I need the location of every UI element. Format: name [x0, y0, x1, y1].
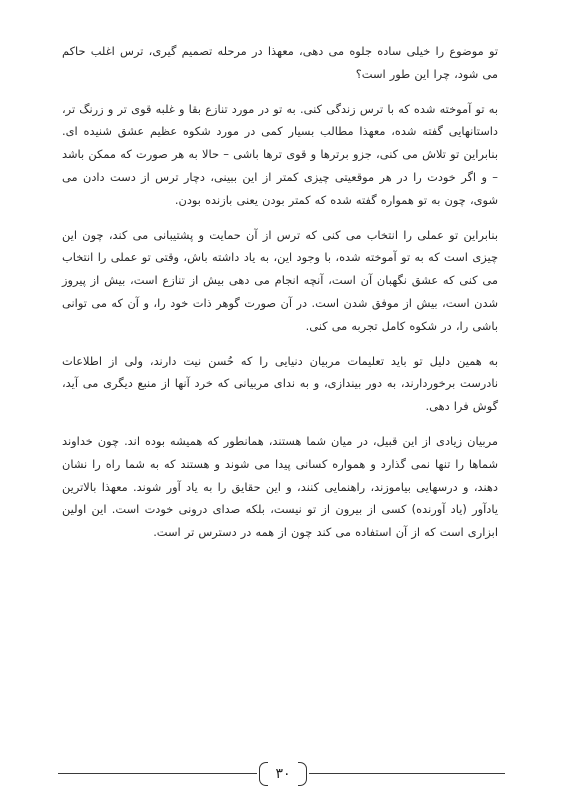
- bracket-left-icon: [259, 762, 268, 786]
- page-footer: [58, 760, 505, 788]
- page-number: ۳۰: [275, 766, 291, 782]
- bracket-right-icon: [298, 762, 307, 786]
- paragraph: تو موضوع را خیلی ساده جلوه می دهی، معهذا در مرحله تصمیم گیری، ترس اغلب حاکم می شود، چرا این طور است؟: [62, 44, 498, 81]
- paragraph: مربیان زیادی از این قبیل، در میان شما هستند، همانطور که همیشه بوده اند. چون خداوند شماها را تنها نمی گذارد و همواره کسانی پیدا می شوند و هستند که به شما راه را نشان دهند، و درسهایی بیاموزند، راهنمایی کنند، و این حقایق را به یاد آور شوند. معهذا بالاترین یادآور (یاد آورنده) کسی از بیرون از تو نیست، بلکه صدای درونی خودت است. این اولین ابزاری است که از آن استفاده می کند چون از همه در دسترس تر است.: [62, 433, 498, 540]
- body-text: [62, 40, 498, 556]
- footer-rule-left: [58, 773, 257, 774]
- footer-rule-right: [309, 773, 505, 774]
- paragraph: به تو آموخته شده که با ترس زندگی کنی. به تو در مورد تنازع بقا و غلبه قوی تر و زرنگ تر، داستانهایی گفته شده، معهذا مطالب بسیار کمی در مورد شکوه عظیم عشق شنیده ای. بنابراین تو تلاش می کنی، جزو برترها و قوی ترها باشی – حالا به هر صورت که ممکن باشد – و اگر خودت را در هر موقعیتی چیزی کمتر از این ببینی، دچار ترس از دست دادن می شوی، چون به تو همواره گفته شده که کمتر بودن یعنی بازنده بودن.: [62, 101, 498, 207]
- page-number-frame: [257, 762, 309, 786]
- paragraph: بنابراین تو عملی را انتخاب می کنی که ترس از آن حمایت و پشتیبانی می کند، چون این چیزی است که به تو آموخته شده، با وجود این، به یاد داشته باش، وقتی تو عملی را انتخاب می کنی که عشق نگهبان آن است، آنچه انجام می دهی بیش از تنازع است، بیش از پیروز شدن است، بیش از موفق شدن است. در آن صورت گوهر ذات خود را، و آن که می توانی باشی را، در شکوه کامل تجربه می کنی.: [62, 227, 498, 333]
- paragraph: به همین دلیل تو باید تعلیمات مربیان دنیایی را که حُسن نیت دارند، ولی از اطلاعات نادرست برخوردارند، به دور بیندازی، و به ندای مربیانی که خرد آنها از منبع دیگری می آید، گوش فرا دهی.: [62, 353, 498, 414]
